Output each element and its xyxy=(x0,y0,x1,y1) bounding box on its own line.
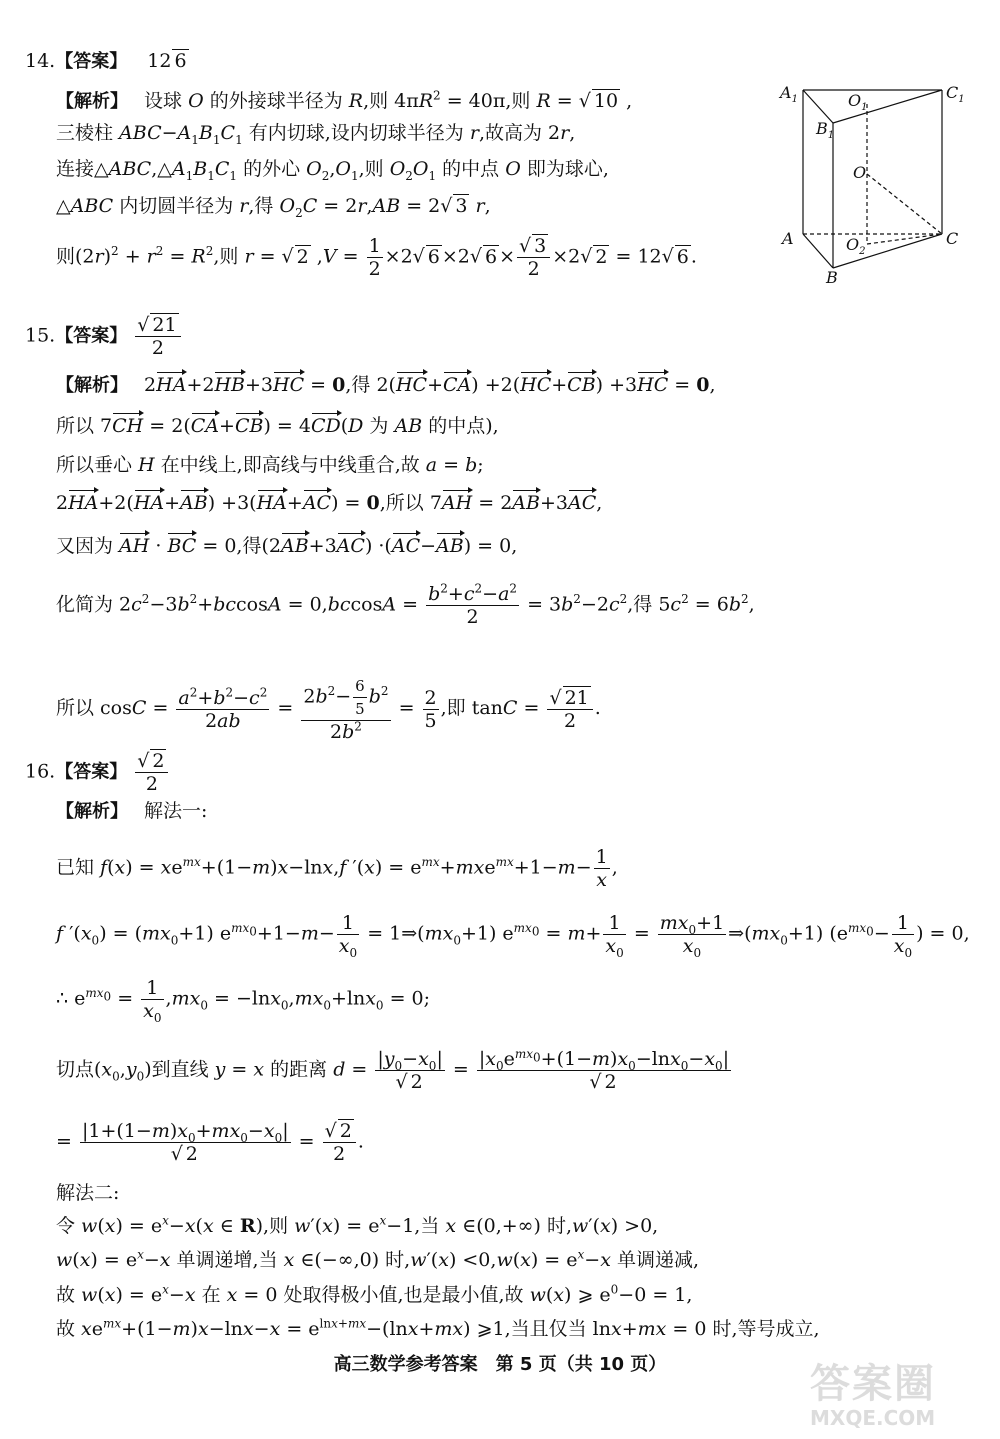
label-O2: $O_2$ xyxy=(846,235,866,257)
label-B1: $B_1$ xyxy=(816,119,835,141)
q15-answer-line xyxy=(25,314,183,359)
q16-analysis-line-5: 切点$(x_0,y_0)$到直线 y = x 的距离 d = $\frac{|y_0-x_0|}{√ 2}$ = $\frac{|x_0e^{mx_0}+(1-m)x_0-\ln x_0-x_0|}{√ 2}$ xyxy=(56,1046,730,1093)
answer-tag: 【答案】 xyxy=(55,51,128,72)
q15-analysis-line-4: 2HA+2(HA+AB) +3(HA+AC) = 0,所以 7AH = 2AB+3AC, xyxy=(56,492,603,514)
label-A1: $A_1$ xyxy=(780,83,798,105)
analysis-tag: 【解析】 xyxy=(56,91,128,112)
q16-analysis-line-7: 令 $w(x) = e^x-x(x$ ∈ R),则 $w'(x) = e^x-1$,当 x ∈(0,+∞) 时,w′(x) >0, xyxy=(56,1213,659,1237)
q16-answer-line xyxy=(25,750,170,795)
q14-analysis-line-1: 【解析】 设球 O 的外接球半径为 R,则 $4\pi R^2 = 40\pi$,则 R = √ 10 , xyxy=(56,88,633,112)
analysis-tag: 【解析】 xyxy=(56,375,128,396)
label-C1: $C_1$ xyxy=(946,83,965,105)
answer-tag: 【答案】 xyxy=(55,325,128,347)
answer-tag: 【答案】 xyxy=(55,761,128,783)
q15-analysis-line-6: 化简为 $2c^2-3b^2+bccosA = 0,bccosA$ = $\frac{b^2+c^2-a^2}{2}$ = $3b^2-2c^2$,得 $5c^2 = 6b^2$, xyxy=(56,581,755,628)
q16-analysis-line-6: = $\frac{|1+(1-m)x_0+mx_0-x_0|}{√ 2}$ = $\frac{√ 2}{2}$ . xyxy=(56,1120,364,1165)
q16-analysis-line-10: 故 $xe^{mx}+(1-m)x-\ln x-x = e^{lnx+mx}-(\ln x+mx)$ ⩾1,当且仅当 lnx+mx = 0 时,等号成立, xyxy=(56,1316,820,1340)
label-O1: $O_1$ xyxy=(848,91,868,113)
q16-analysis-line-9: 故 $w(x) = e^x-x$ 在 x = 0 处取得极小值,也是最小值,故 w(x) ⩾ $e^0-0 = 1$, xyxy=(56,1282,693,1306)
q15-analysis-line-3: 所以垂心 H 在中线上,即高线与中线重合,故 a = b; xyxy=(56,454,484,476)
q15-answer: $\frac{√ 21}{2}$ xyxy=(135,314,180,359)
q15-analysis-line-5: 又因为 AH · BC = 0,得(2AB+3AC) ·(AC−AB) = 0, xyxy=(56,535,518,557)
label-A: A xyxy=(782,229,794,248)
q16-number: 16. xyxy=(25,760,56,783)
q15-number: 15. xyxy=(25,324,56,347)
q14-analysis-line-3: 连接$\triangle ABC,\triangle A_1B_1C_1$ 的外心 $O_2,O_1$,则 $O_2O_1$ 的中点 O 即为球心, xyxy=(56,158,609,183)
page-footer: 高三数学参考答案 第 5 页（共 10 页） xyxy=(333,1354,667,1375)
watermark-logo xyxy=(810,1362,995,1437)
watermark-site: MXQE.COM xyxy=(810,1406,936,1430)
q16-analysis-line-1 xyxy=(56,798,207,825)
q16-answer: $\frac{√ 2}{2}$ xyxy=(135,750,168,795)
q14-answer: 12 6 xyxy=(147,50,187,72)
q16-method-1: 解法一: xyxy=(144,800,208,822)
q16-method-2: 解法二: xyxy=(56,1182,120,1204)
q16-analysis-line-3: f $'(x_0) = (mx_0+1)$ $e^{mx_0}+1-m-$ $\frac{1}{x_0}$ = $1\Rightarrow(mx_0+1) e^{mx_0} = m+$ $\frac{1}{x_0}$ = $\frac{mx_0+1}{x_0}$ $\Rightarrow(mx_0+1)$ ($e^{mx_0}-$ $\frac{1}{x_0}$ ) = 0, xyxy=(56,912,970,960)
label-C: C xyxy=(946,229,959,248)
q14-number: 14. xyxy=(25,50,56,72)
q14-analysis-line-2: 三棱柱 $ABC-A_1B_1C_1$ 有内切球,设内切球半径为 r,故高为 2r, xyxy=(56,122,576,147)
label-O: O xyxy=(853,163,867,182)
q16-analysis-line-2: 已知 $f(x) = xe^{mx}+(1-m)x-\ln x,f$ $'(x) = e^{mx}+mxe^{mx}+1-m-$ $\frac{1}{x}$ , xyxy=(56,846,618,891)
analysis-tag: 【解析】 xyxy=(56,801,128,822)
q14-answer-line xyxy=(25,48,189,75)
q15-analysis-line-7: 所以 cosC = $\frac{a^2+b^2-c^2}{2ab}$ = $2b^2-$ $\frac{6}{5}$ $b^2$ $2b^2$ = $\frac{2}{5}$ ,即 tanC = $\frac{√ 21}{2}$ . xyxy=(56,677,601,743)
q14-analysis-line-5: 则$(2r)^2 + r^2 = R^2$,则 r = √ 2 ,V = $\frac{1}{2}$ ×2√ 6 ×2√ 6 × $\frac{√ 3}{2}$ ×2√ 2 = 12√ 6 . xyxy=(56,235,697,280)
watermark-main: 答案圈 xyxy=(810,1361,936,1407)
q16-analysis-line-4: ∴ $e^{mx_0}$ = $\frac{1}{x_0}$ $,mx_0 = -\ln x_0,mx_0+\ln x_0 = 0$; xyxy=(56,977,431,1025)
q16-analysis-line-8: $w(x) = e^x-x$ 单调递增,当 x ∈(−∞,0) 时$,w'(x) <0,w(x) = e^x-x$ 单调递减, xyxy=(56,1247,700,1271)
q15-analysis-line-1: 【解析】 2HA+2HB+3HC = 0,得 2(HC+CA) +2(HC+CB) +3HC = 0, xyxy=(56,374,716,396)
q14-analysis-line-4: △ABC 内切圆半径为 r,得 $O_2C = 2r,AB = 2√$ 3 r, xyxy=(56,195,491,220)
label-B: B xyxy=(826,268,838,287)
q15-analysis-line-2: 所以 7CH = 2(CA+CB) = 4CD(D 为 AB 的中点), xyxy=(56,415,499,437)
prism-figure xyxy=(770,78,970,293)
